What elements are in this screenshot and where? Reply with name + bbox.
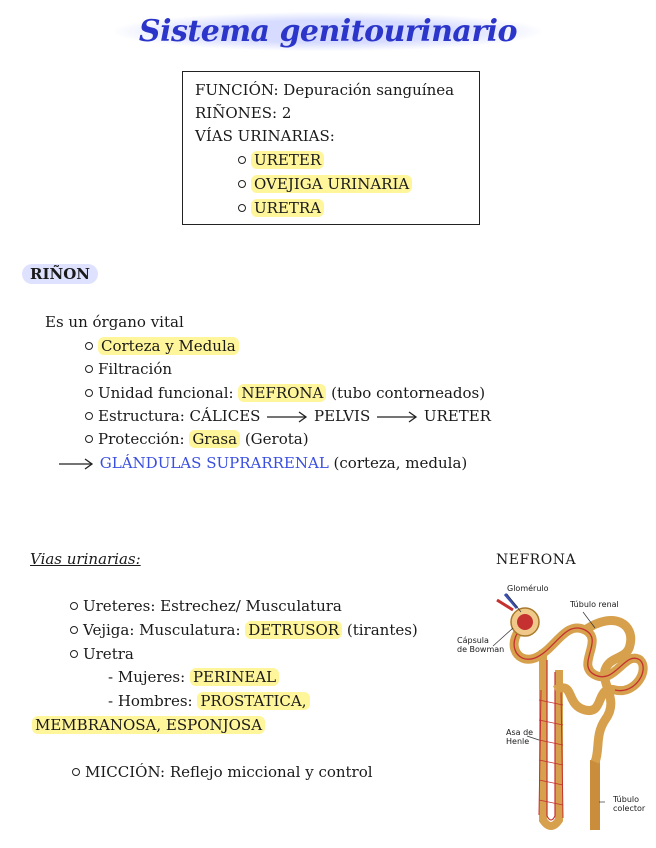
rinon-intro: Es un órgano vital: [45, 313, 184, 331]
bullet-icon: [238, 204, 246, 212]
arrow-right-icon: [265, 411, 309, 423]
loop-of-henle: [543, 650, 559, 826]
list-item: MICCIÓN: Reflejo miccional y control: [72, 763, 373, 781]
list-item: Uretra: [70, 645, 134, 663]
convoluted-tubule: [514, 625, 643, 711]
bullet-icon: [85, 389, 93, 397]
label-colector-2: colector: [613, 804, 646, 813]
list-item: Vejiga: Musculatura: DETRUSOR (tirantes): [70, 621, 418, 639]
bullet-icon: [72, 768, 80, 776]
list-item: Ureteres: Estrechez/ Musculatura: [70, 597, 342, 615]
bullet-icon: [70, 602, 78, 610]
list-item: Corteza y Medula: [85, 337, 239, 355]
arrow-right-icon: [375, 411, 419, 423]
list-item: Estructura: CÁLICES PELVIS URETER: [85, 407, 491, 425]
hombres-cont-line: MEMBRANOSA, ESPONJOSA: [32, 716, 265, 734]
label-capsula-2: de Bowman: [457, 645, 505, 654]
label-glomerulo: Glomérulo: [507, 584, 549, 593]
funcion-text: FUNCIÓN: Depuración sanguínea: [195, 81, 455, 99]
arrow-right-icon: [57, 458, 95, 470]
bullet-icon: [85, 342, 93, 350]
hombres-line: - Hombres: PROSTATICA,: [108, 692, 310, 710]
list-item: OVEJIGA URINARIA: [238, 175, 412, 193]
bullet-icon: [70, 650, 78, 658]
list-item: URETRA: [238, 199, 324, 217]
label-asa-2: Henle: [506, 737, 530, 746]
bullet-icon: [85, 412, 93, 420]
rinones-text: RIÑONES: 2: [195, 104, 292, 122]
glandulas-line: GLÁNDULAS SUPRARRENAL (corteza, medula): [57, 454, 467, 472]
bullet-icon: [70, 626, 78, 634]
glomerulus: [517, 614, 533, 630]
bullet-icon: [85, 365, 93, 373]
page-title: Sistema genitourinario: [0, 14, 656, 49]
list-item: Protección: Grasa (Gerota): [85, 430, 309, 448]
bullet-icon: [238, 180, 246, 188]
list-item: Unidad funcional: NEFRONA (tubo contorneados): [85, 384, 485, 402]
figure-title: NEFRONA: [496, 552, 577, 568]
vias-heading: Vias urinarias:: [30, 550, 141, 568]
bullet-icon: [85, 435, 93, 443]
label-tubulo-renal: Túbulo renal: [570, 600, 619, 609]
list-item: URETER: [238, 151, 324, 169]
label-colector: Túbulo: [613, 795, 640, 804]
list-item: Filtración: [85, 360, 172, 378]
label-capsula: Cápsula: [457, 636, 489, 645]
vias-text: VÍAS URINARIAS:: [195, 127, 335, 145]
rinon-heading: RIÑON: [22, 264, 98, 284]
label-asa: Asa de: [506, 728, 534, 737]
mujeres-line: - Mujeres: PERINEAL: [108, 668, 279, 686]
bullet-icon: [238, 156, 246, 164]
